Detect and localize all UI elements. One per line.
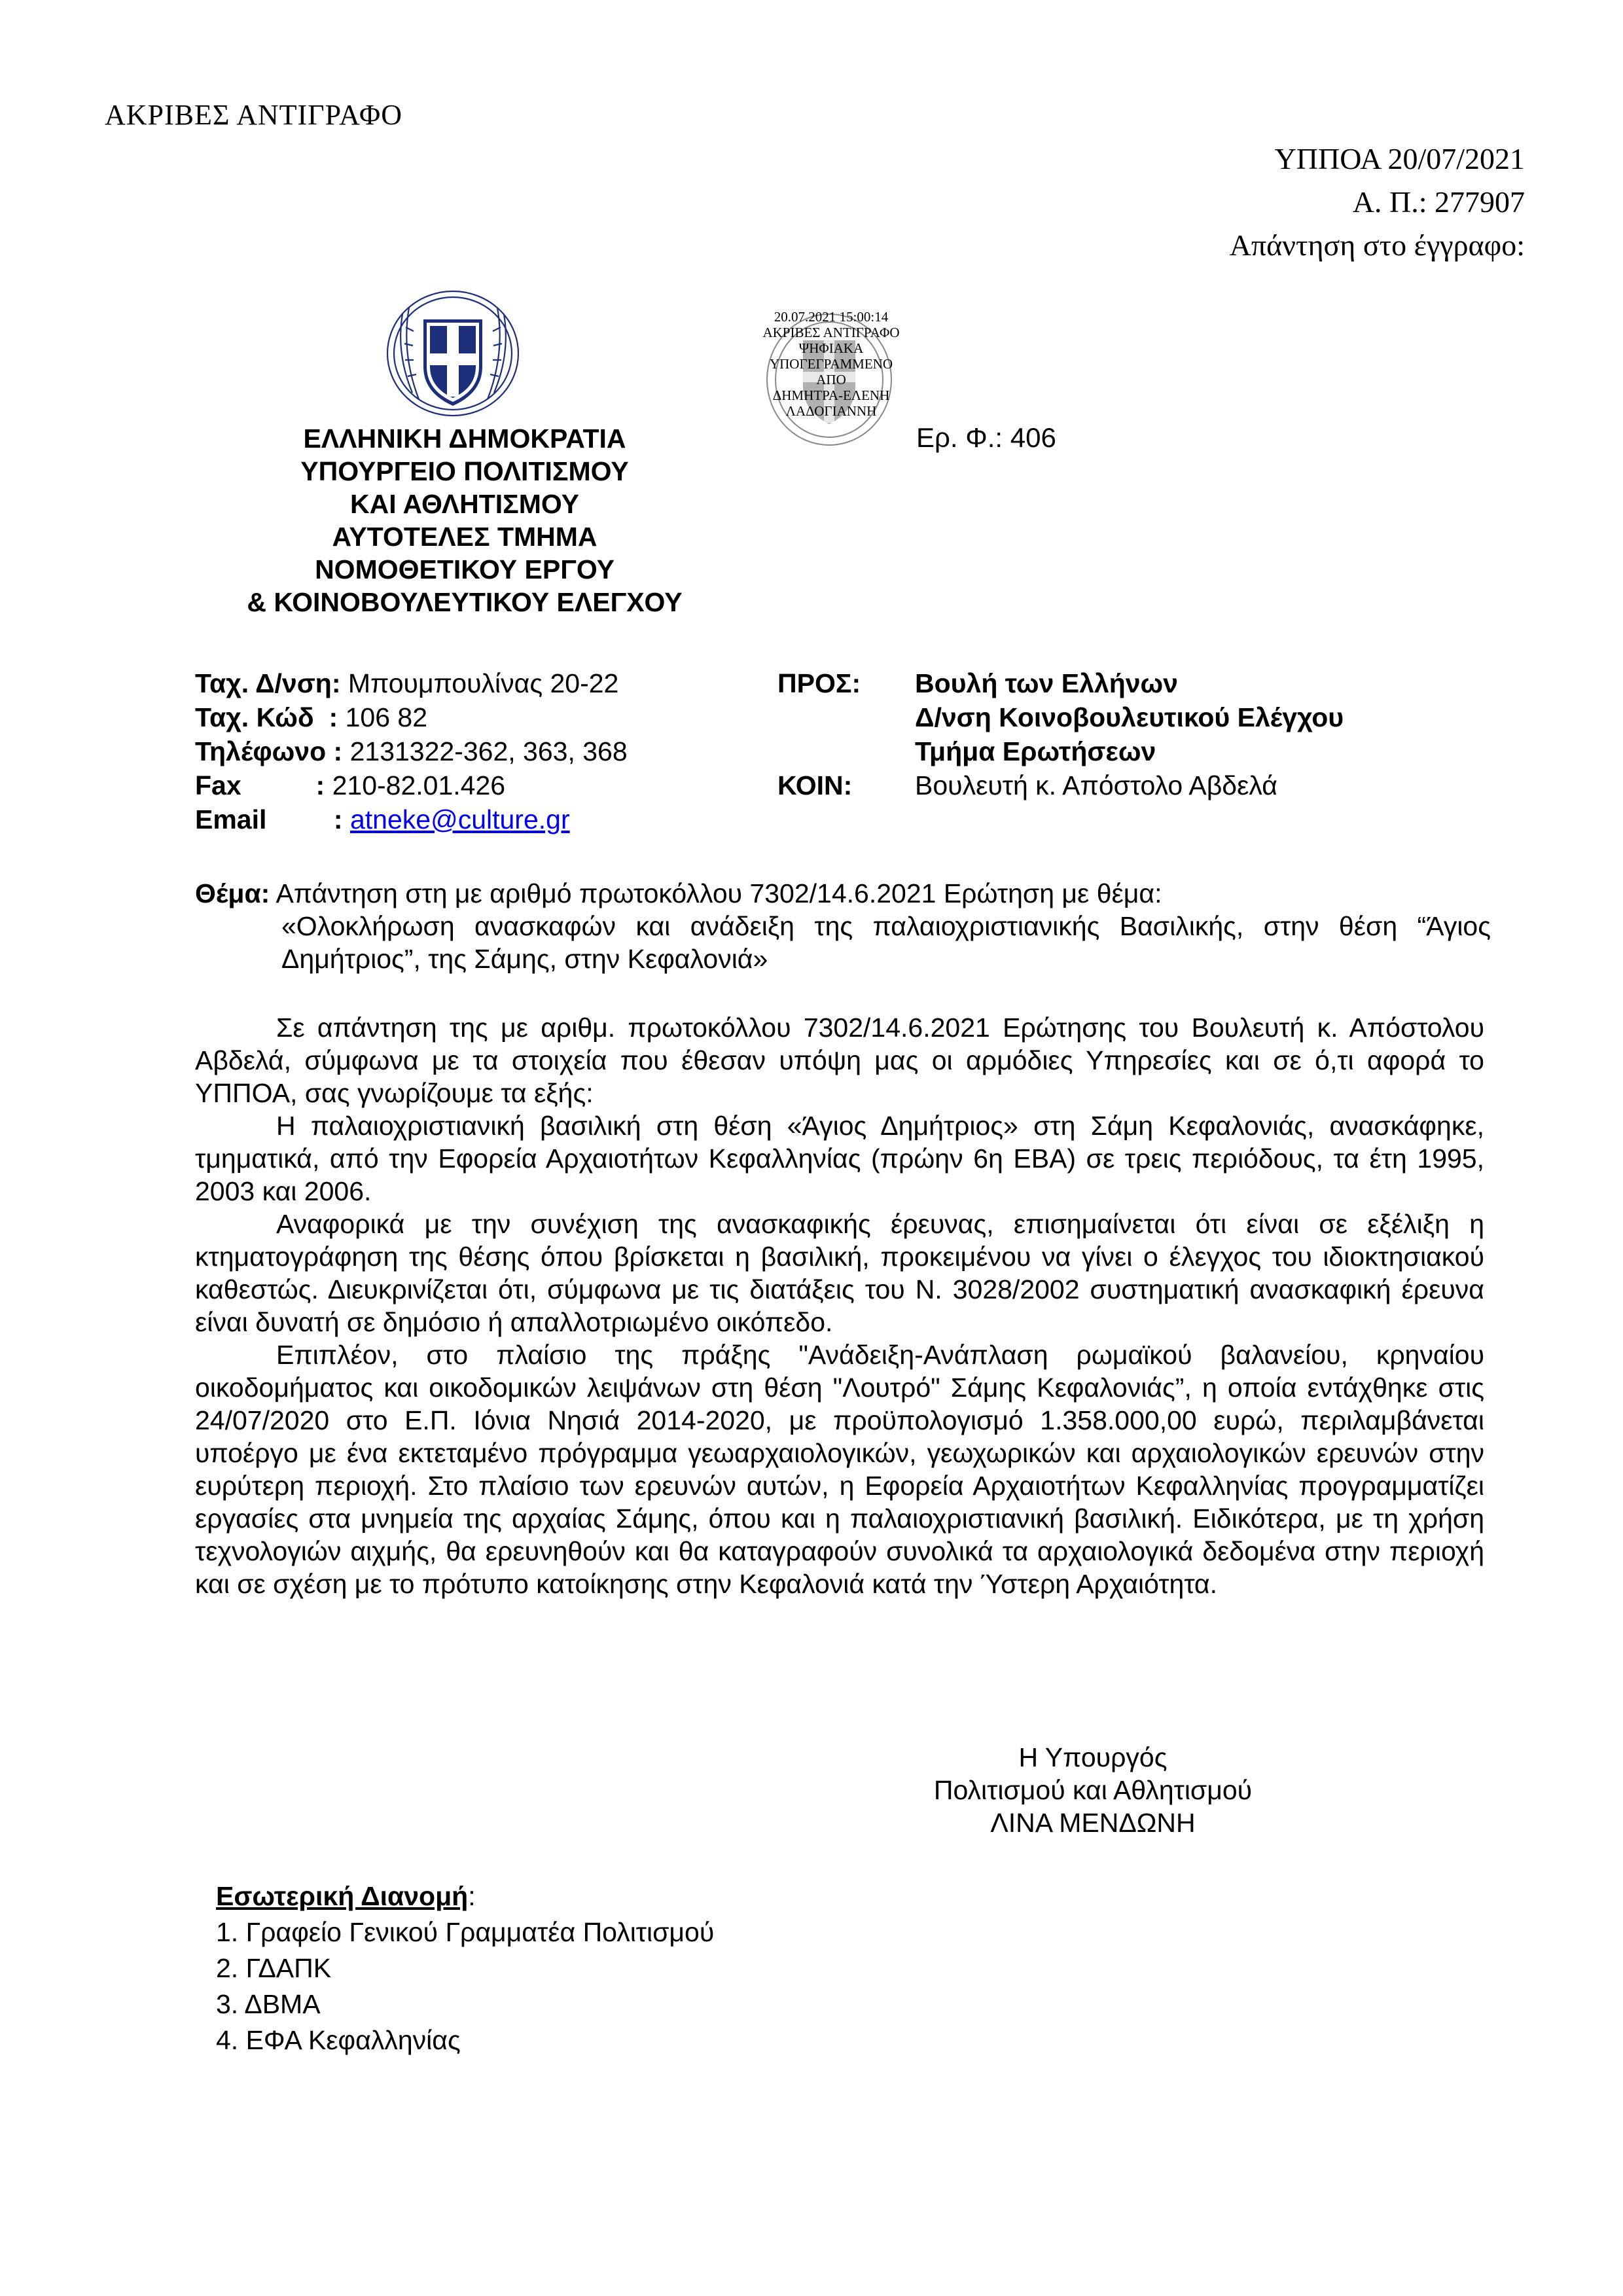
address-row xyxy=(195,666,771,700)
postcode-label: Ταχ. Κώδ : xyxy=(195,702,338,732)
to-row-2 xyxy=(777,700,1497,734)
cc-label: ΚΟΙΝ: xyxy=(777,770,853,800)
cc-row xyxy=(777,768,1497,802)
stamp-timestamp: 20.07.2021 15:00:14 xyxy=(774,309,889,325)
letter-body xyxy=(195,1011,1484,1600)
to-row xyxy=(777,666,1497,700)
phone-label: Τηλέφωνο : xyxy=(195,736,343,766)
protocol-number: Α. Π.: 277907 xyxy=(1352,185,1525,219)
address-label: Ταχ. Δ/νση: xyxy=(195,668,341,698)
stamp-signed: ΥΠΟΓΕΓΡΑΜΜΕΝΟ xyxy=(769,356,893,372)
email-link[interactable]: atneke@culture.gr xyxy=(349,804,570,834)
distribution-title: Εσωτερική Διανομή xyxy=(216,1881,469,1911)
list-item: 1. Γραφείο Γενικού Γραμματέα Πολιτισμού xyxy=(216,1917,715,1947)
email-row xyxy=(195,802,771,836)
reference-block xyxy=(1230,137,1525,267)
subject-label: Θέμα: xyxy=(195,878,270,908)
body-paragraph: Επιπλέον, στο πλαίσιο της πράξης "Ανάδειξη-Ανάπλαση ρωμαϊκού βαλανείου, κρηναίου οικοδομήματος και οικοδομικών λειψάνων στη θέση "Λουτρό" Σάμης Κεφαλονιάς”, η οποία εντάχθηκε στις 24/07/2020 στο Ε.Π. Ιόνια Νησιά 2014-2020, με προϋπολογισμό 1.358.000,00 ευρώ, περιλαμβάνεται υποέργο με ένα εκτεταμένο πρόγραμμα γεωαρχαιολογικών, γεωχωρικών και αρχαιολογικών ερευνών στην ευρύτερη περιοχή. Στο πλαίσιο των ερευνών αυτών, η Εφορεία Αρχαιοτήτων Κεφαλληνίας προγραμματίζει εργασίες στα μνημεία της αρχαίας Σάμης, όπου και η παλαιοχριστιανική βασιλική. Ειδικότερα, με τη χρήση τεχνολογιών αιχμής, θα ερευνηθούν και θα καταγραφούν συνολικά τα αρχαιολογικά δεδομένα στην περιοχή και σε σχέση με το πρότυπο κατοίκησης στην Κεφαλονιά κατά την Ύστερη Αρχαιότητα. xyxy=(195,1340,1484,1599)
internal-distribution xyxy=(216,1878,1001,2058)
signer-name: ΛΙΝΑ ΜΕΝΔΩΝΗ xyxy=(990,1808,1196,1838)
stamp-by: ΑΠΟ xyxy=(816,372,846,387)
to-label: ΠΡΟΣ: xyxy=(777,668,861,698)
ministry-line: ΚΑΙ ΑΘΛΗΤΙΣΜΟΥ xyxy=(349,489,580,519)
recipient-block xyxy=(777,666,1497,802)
ministry-line: ΥΠΟΥΡΓΕΙΟ ΠΟΛΙΤΙΣΜΟΥ xyxy=(300,456,629,486)
address-value: Μπουμπουλίνας 20-22 xyxy=(340,668,619,698)
protocol-date: ΥΠΠΟΑ 20/07/2021 xyxy=(1274,142,1525,175)
exact-copy-label: ΑΚΡΙΒΕΣ ΑΝΤΙΓΡΑΦΟ xyxy=(105,99,402,131)
reply-to-document: Απάντηση στο έγγραφο: xyxy=(1229,228,1525,262)
ministry-header xyxy=(196,422,733,619)
email-label: Email : xyxy=(195,804,343,834)
list-item: 4. ΕΦΑ Κεφαλληνίας xyxy=(216,2025,461,2055)
phone-value: 2131322-362, 363, 368 xyxy=(342,736,628,766)
phone-row xyxy=(195,734,771,768)
subject-block xyxy=(195,877,1491,975)
subject-title: «Ολοκλήρωση ανασκαφών και ανάδειξη της παλαιοχριστιανικής Βασιλικής, στην θέση “Άγιος Δημήτριος”, της Σάμης, στην Κεφαλονιά» xyxy=(281,911,1491,974)
signer-title: Η Υπουργός xyxy=(1018,1742,1168,1772)
to-recipient: Βουλή των Ελλήνων xyxy=(915,668,1178,698)
file-reference: Ερ. Φ.: 406 xyxy=(916,422,1056,453)
fax-label: Fax : xyxy=(195,770,325,800)
postcode-value: 106 82 xyxy=(338,702,427,732)
stamp-signer-first: ΔΗΜΗΤΡΑ-ΕΛΕΝΗ xyxy=(772,387,890,403)
stamp-signer-last: ΛΑΔΟΓΙΑΝΝΗ xyxy=(785,403,877,419)
to-row-3 xyxy=(777,734,1497,768)
ministry-line: ΑΥΤΟΤΕΛΕΣ ΤΜΗΜΑ xyxy=(332,522,597,552)
body-paragraph: Αναφορικά με την συνέχιση της ανασκαφικής έρευνας, επισημαίνεται ότι είναι σε εξέλιξη η κτηματογράφηση της θέσης όπου βρίσκεται η βασιλική, προκειμένου να γίνει ο έλεγχος του ιδιοκτησιακού καθεστώς. Διευκρινίζεται ότι, σύμφωνα με τις διατάξεις του Ν. 3028/2002 συστηματική ανασκαφική έρευνα είναι δυνατή σε δημόσιο ή απαλλοτριωμένο οικόπεδο. xyxy=(195,1209,1484,1337)
signature-block xyxy=(877,1741,1309,1839)
fax-row xyxy=(195,768,771,802)
stamp-exact-copy: ΑΚΡΙΒΕΣ ΑΝΤΙΓΡΑΦΟ xyxy=(762,325,900,340)
body-paragraph: Η παλαιοχριστιανική βασιλική στη θέση «Άγιος Δημήτριος» στη Σάμη Κεφαλονιάς, ανασκάφηκε, τμηματικά, από την Εφορεία Αρχαιοτήτων Κεφαλληνίας (πρώην 6η ΕΒΑ) σε τρεις περιόδους, τα έτη 1995, 2003 και 2006. xyxy=(195,1111,1484,1206)
ministry-line: ΝΟΜΟΘΕΤΙΚΟΥ ΕΡΓΟΥ xyxy=(315,554,615,584)
distribution-heading xyxy=(216,1878,1001,1914)
greek-coat-of-arms-icon xyxy=(383,288,524,419)
list-item: 3. ΔΒΜΑ xyxy=(216,1989,321,2019)
contact-details xyxy=(195,666,771,836)
postcode-row xyxy=(195,700,771,734)
cc-recipient: Βουλευτή κ. Απόστολο Αβδελά xyxy=(915,770,1277,800)
digital-signature-stamp-text xyxy=(736,309,926,419)
to-department: Τμήμα Ερωτήσεων xyxy=(915,736,1156,766)
ministry-line: & ΚΟΙΝΟΒΟΥΛΕΥΤΙΚΟΥ ΕΛΕΓΧΟΥ xyxy=(247,587,683,617)
fax-value: 210-82.01.426 xyxy=(325,770,506,800)
stamp-digitally: ΨΗΦΙΑΚΑ xyxy=(798,340,864,356)
body-paragraph: Σε απάντηση της με αριθμ. πρωτοκόλλου 7302/14.6.2021 Ερώτησης του Βουλευτή κ. Απόστολου Αβδελά, σύμφωνα με τα στοιχεία που έθεσαν υπόψη μας οι αρμόδιες Υπηρεσίες και σε ό,τι αφορά το ΥΠΠΟΑ, σας γνωρίζουμε τα εξής: xyxy=(195,1013,1484,1108)
ministry-line: ΕΛΛΗΝΙΚΗ ΔΗΜΟΚΡΑΤΙΑ xyxy=(303,423,626,454)
subject-intro: Απάντηση στη με αριθμό πρωτοκόλλου 7302/14.6.2021 Ερώτηση με θέμα: xyxy=(270,878,1162,908)
list-item: 2. ΓΔΑΠΚ xyxy=(216,1953,332,1983)
subject-line xyxy=(195,877,1491,910)
signer-ministry: Πολιτισμού και Αθλητισμού xyxy=(933,1775,1253,1805)
to-directorate: Δ/νση Κοινοβουλευτικού Ελέγχου xyxy=(915,702,1344,732)
distribution-colon: : xyxy=(468,1881,476,1911)
